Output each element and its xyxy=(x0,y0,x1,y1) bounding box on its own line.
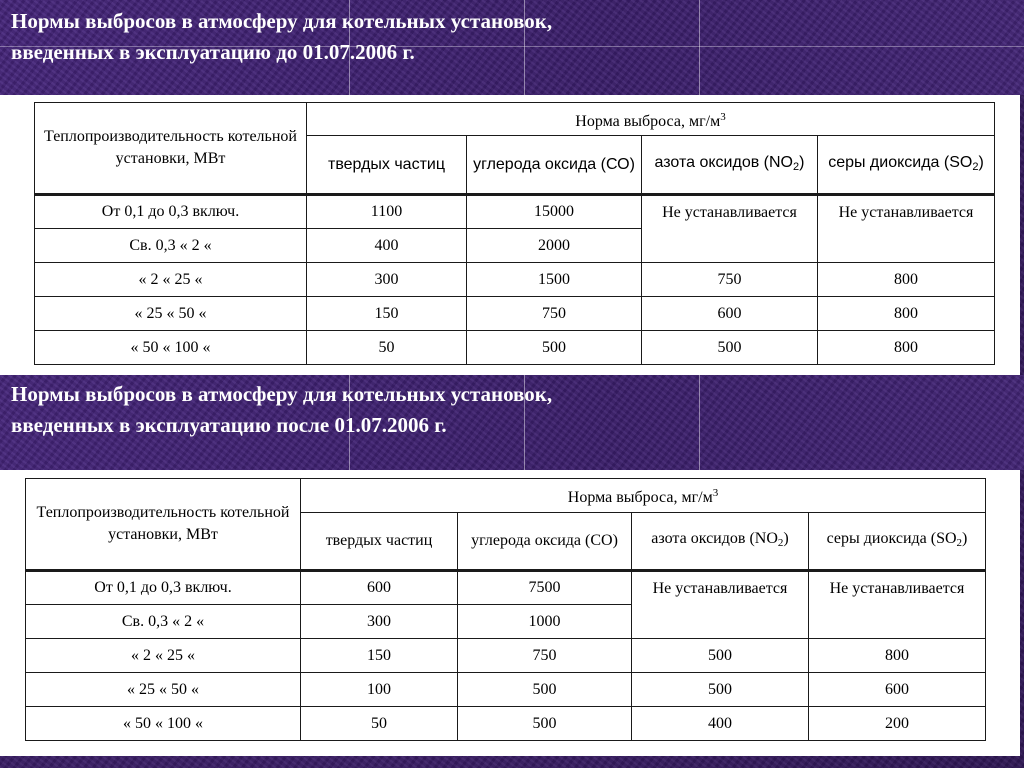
solid-cell: 300 xyxy=(301,605,458,639)
co-cell: 750 xyxy=(467,297,642,331)
so2-cell: 800 xyxy=(818,331,995,365)
so2-cell: 800 xyxy=(809,639,986,673)
power-cell: « 50 « 100 « xyxy=(35,331,307,365)
heading-band-2 xyxy=(0,375,1024,470)
emission-norms-table-1 xyxy=(34,102,995,365)
so2-cell: 600 xyxy=(809,673,986,707)
nox-cell: 500 xyxy=(632,673,809,707)
so2-not-set-cell: Не устанавливается xyxy=(818,195,995,263)
so2-not-set-cell: Не устанавливается xyxy=(809,571,986,639)
table-row xyxy=(35,331,995,365)
solid-cell: 600 xyxy=(301,571,458,605)
table-row xyxy=(26,639,986,673)
pollutant-header-so2: серы диоксида $(SO_2)$ xyxy=(818,136,995,195)
nox-not-set-cell: Не устанавливается xyxy=(642,195,818,263)
table-row xyxy=(26,571,986,605)
nox-cell: 750 xyxy=(642,263,818,297)
power-cell: « 2 « 25 « xyxy=(26,639,301,673)
table-row xyxy=(35,297,995,331)
power-cell: « 25 « 50 « xyxy=(26,673,301,707)
table-row xyxy=(26,673,986,707)
pollutant-header-solid: твердых частиц xyxy=(301,513,458,571)
power-cell: « 2 « 25 « xyxy=(35,263,307,297)
so2-cell: 200 xyxy=(809,707,986,741)
co-cell: 750 xyxy=(458,639,632,673)
table-row xyxy=(35,263,995,297)
so2-cell: 800 xyxy=(818,297,995,331)
table-panel-1 xyxy=(0,95,1020,375)
power-cell: « 25 « 50 « xyxy=(35,297,307,331)
co-cell: 1000 xyxy=(458,605,632,639)
solid-cell: 50 xyxy=(307,331,467,365)
solid-cell: 150 xyxy=(301,639,458,673)
solid-cell: 100 xyxy=(301,673,458,707)
table-row xyxy=(35,195,995,229)
co-cell: 2000 xyxy=(467,229,642,263)
pollutant-header-co: углерода оксида (СО) xyxy=(467,136,642,195)
pollutant-header-nox: азота оксидов $(NO_2)$ xyxy=(632,513,809,571)
solid-cell: 150 xyxy=(307,297,467,331)
solid-cell: 1100 xyxy=(307,195,467,229)
pollutant-header-co: углерода оксида (СО) xyxy=(458,513,632,571)
nox-cell: 500 xyxy=(632,639,809,673)
co-cell: 500 xyxy=(458,673,632,707)
nox-cell: 500 xyxy=(642,331,818,365)
table-panel-2 xyxy=(0,470,1020,756)
power-header: Теплопроизводительность котельной установки, МВт xyxy=(26,479,301,571)
co-cell: 1500 xyxy=(467,263,642,297)
power-cell: От 0,1 до 0,3 включ. xyxy=(35,195,307,229)
nox-cell: 400 xyxy=(632,707,809,741)
power-cell: Св. 0,3 « 2 « xyxy=(26,605,301,639)
co-cell: 500 xyxy=(458,707,632,741)
norm-header: Норма выброса, $мг/м^3$ xyxy=(307,103,995,136)
table-row xyxy=(26,707,986,741)
power-cell: « 50 « 100 « xyxy=(26,707,301,741)
norm-header: Норма выброса, $мг/м^3$ xyxy=(301,479,986,513)
power-cell: От 0,1 до 0,3 включ. xyxy=(26,571,301,605)
solid-cell: 50 xyxy=(301,707,458,741)
pollutant-header-so2: серы диоксида $(SO_2)$ xyxy=(809,513,986,571)
nox-cell: 600 xyxy=(642,297,818,331)
nox-not-set-cell: Не устанавливается xyxy=(632,571,809,639)
heading-band-1 xyxy=(0,0,1024,95)
pollutant-header-nox: азота оксидов $(NO_2)$ xyxy=(642,136,818,195)
solid-cell: 400 xyxy=(307,229,467,263)
solid-cell: 300 xyxy=(307,263,467,297)
co-cell: 500 xyxy=(467,331,642,365)
section-2-title: Нормы выбросов в атмосферу для котельных установок, введенных в эксплуатацию после 01.07.2006 г. xyxy=(11,382,553,437)
power-header: Теплопроизводительность котельной установки, МВт xyxy=(35,103,307,195)
emission-norms-table-2 xyxy=(25,478,986,741)
co-cell: 15000 xyxy=(467,195,642,229)
power-cell: Св. 0,3 « 2 « xyxy=(35,229,307,263)
section-1-title: Нормы выбросов в атмосферу для котельных установок, введенных в эксплуатацию до 01.07.2006 г. xyxy=(11,9,553,64)
so2-cell: 800 xyxy=(818,263,995,297)
pollutant-header-solid: твердых частиц xyxy=(307,136,467,195)
co-cell: 7500 xyxy=(458,571,632,605)
